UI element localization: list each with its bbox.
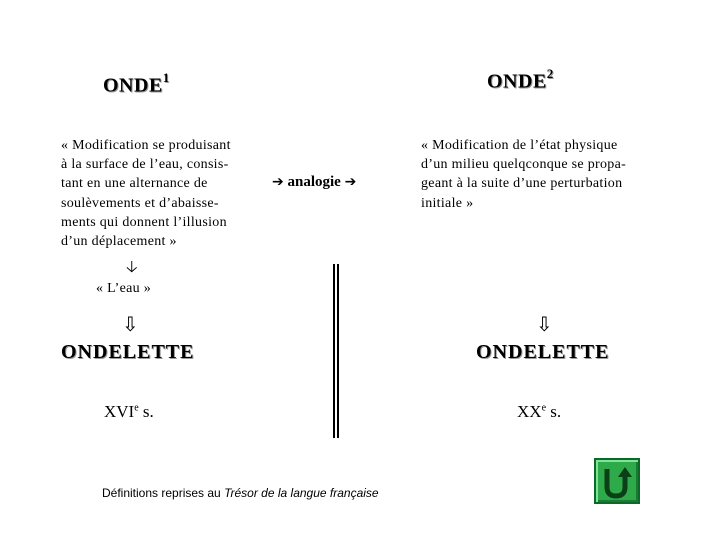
right-definition-line: initiale » [421, 195, 474, 211]
divider-line [333, 264, 335, 438]
left-definition-line: « Modification se produisant [61, 138, 231, 153]
left-definition-line: à la surface de l’eau, consis- [61, 157, 229, 173]
outline-down-arrow-icon: ⇩ [122, 312, 139, 336]
return-button[interactable] [594, 458, 640, 504]
outline-down-arrow-icon: ⇩ [536, 312, 553, 336]
left-century: XVIe s. [104, 402, 154, 421]
right-definition-line: « Modification de l’état physique [421, 138, 618, 153]
left-derived-word: ONDELETTE [61, 341, 195, 363]
right-definition-line: d’un milieu quelqconque se propa- [421, 157, 627, 173]
analogy-link [272, 174, 356, 191]
source-title: Trésor de la langue française [224, 486, 379, 500]
right-definition [421, 136, 661, 213]
left-definition-line: tant en une alternance de [61, 176, 208, 192]
left-definition-line: soulèvements et d’abaisse- [61, 195, 219, 211]
left-note: « L’eau » [96, 281, 152, 296]
right-derived-word: ONDELETTE [476, 341, 610, 363]
down-arrow-icon: 🡣 [126, 257, 138, 276]
left-definition-line: ments qui donnent l’illusion [61, 214, 227, 230]
right-arrow-icon: ➔ [344, 174, 357, 190]
left-title: ONDE$^1$ [103, 70, 170, 97]
left-definition-line: d’un déplacement » [61, 234, 177, 250]
analogy-label: analogie [287, 174, 341, 190]
left-definition [61, 136, 261, 251]
right-century: XXe s. [517, 402, 562, 421]
right-title: ONDE$^2$ [487, 66, 554, 93]
u-turn-arrow-icon [596, 460, 638, 502]
divider-line [337, 264, 339, 438]
right-definition-line: geant à la suite d’une perturbation [421, 176, 623, 192]
right-arrow-icon: ➔ [272, 174, 284, 190]
source-footnote: Définitions reprises au Trésor de la langue française [102, 486, 379, 500]
